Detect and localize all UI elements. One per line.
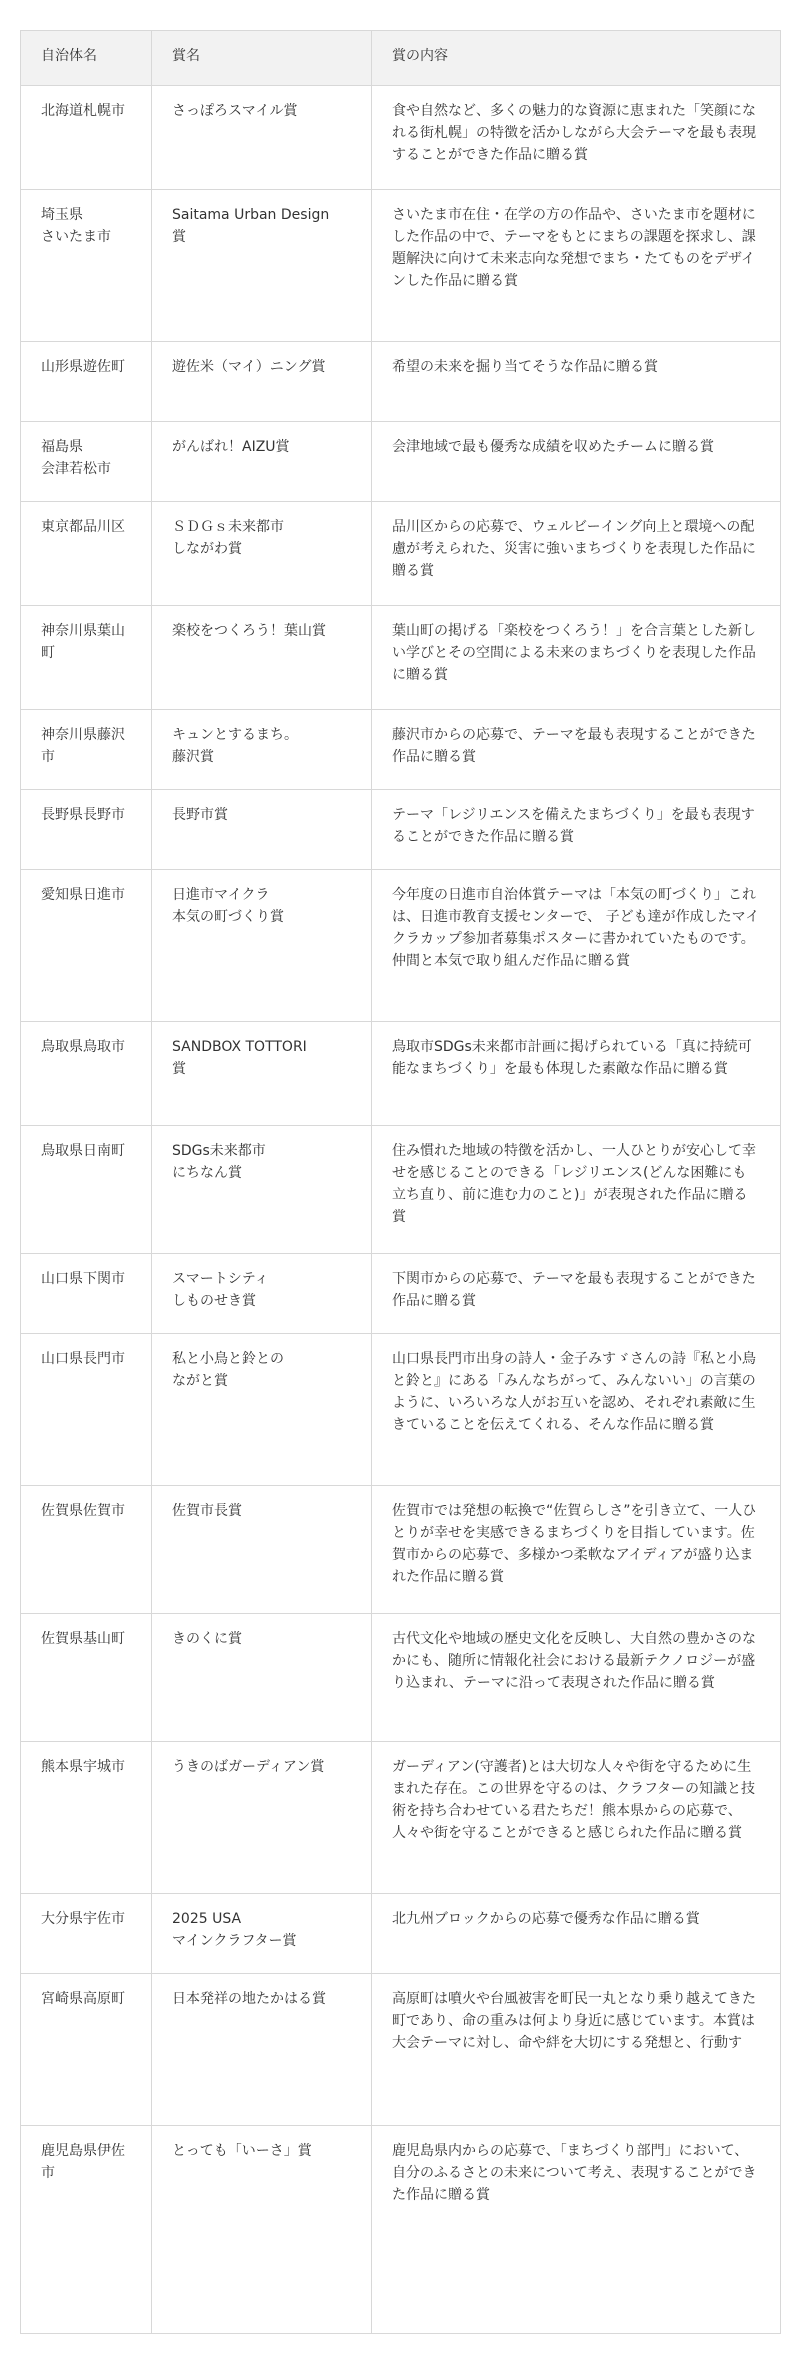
table-row <box>21 1334 781 1486</box>
award-name-cell: 楽校をつくろう！葉山賞 <box>152 606 372 710</box>
table-row <box>21 190 781 342</box>
award-content-cell: 下関市からの応募で、テーマを最も表現することができた作品に贈る賞 <box>372 1254 781 1334</box>
award-name-cell: キュンとするまち。 藤沢賞 <box>152 710 372 790</box>
table-row <box>21 1486 781 1614</box>
table-body <box>21 86 781 2334</box>
municipality-cell: 福島県 会津若松市 <box>21 422 152 502</box>
awards-table <box>20 30 781 2334</box>
header-row <box>21 31 781 86</box>
table-row <box>21 1126 781 1254</box>
table-row <box>21 1022 781 1126</box>
award-name-cell: 遊佐米（マイ）ニング賞 <box>152 342 372 422</box>
table-row <box>21 790 781 870</box>
municipality-cell: 宮崎県高原町 <box>21 1974 152 2126</box>
award-content-cell: 北九州ブロックからの応募で優秀な作品に贈る賞 <box>372 1894 781 1974</box>
award-content-cell: 今年度の日進市自治体賞テーマは「本気の町づくり」これは、日進市教育支援センターで、 子ども達が作成したマイクラカップ参加者募集ポスターに書かれていたものです。 仲間と本気で取り組んだ作品に贈る賞 <box>372 870 781 1022</box>
municipality-cell: 佐賀県基山町 <box>21 1614 152 1742</box>
table-row <box>21 606 781 710</box>
award-name-cell: とっても「いーさ」賞 <box>152 2126 372 2334</box>
award-name-cell: スマートシティ しものせき賞 <box>152 1254 372 1334</box>
award-content-cell: 佐賀市では発想の転換で“佐賀らしさ”を引き立て、一人ひとりが幸せを実感できるまちづくりを目指しています。佐賀市からの応募で、多様かつ柔軟なアイディアが盛り込まれた作品に贈る賞 <box>372 1486 781 1614</box>
award-content-cell: 鹿児島県内からの応募で、「まちづくり部門」において、自分のふるさとの未来について考え、表現することができた作品に贈る賞 <box>372 2126 781 2334</box>
award-content-cell: 品川区からの応募で、ウェルビーイング向上と環境への配慮が考えられた、災害に強いまちづくりを表現した作品に贈る賞 <box>372 502 781 606</box>
municipality-cell: 愛知県日進市 <box>21 870 152 1022</box>
municipality-cell: 熊本県宇城市 <box>21 1742 152 1894</box>
award-name-cell: SDGs未来都市 にちなん賞 <box>152 1126 372 1254</box>
municipality-cell: 鳥取県日南町 <box>21 1126 152 1254</box>
award-content-cell: 希望の未来を掘り当てそうな作品に贈る賞 <box>372 342 781 422</box>
municipality-cell: 埼玉県 さいたま市 <box>21 190 152 342</box>
table-row <box>21 1974 781 2126</box>
award-content-cell: さいたま市在住・在学の方の作品や、さいたま市を題材にした作品の中で、テーマをもとにまちの課題を探求し、課題解決に向けて未来志向な発想でまち・たてものをデザインした作品に贈る賞 <box>372 190 781 342</box>
award-name-cell: 長野市賞 <box>152 790 372 870</box>
award-name-cell: SANDBOX TOTTORI 賞 <box>152 1022 372 1126</box>
header-award-name: 賞名 <box>152 31 372 86</box>
municipality-cell: 神奈川県葉山町 <box>21 606 152 710</box>
award-name-cell: 日本発祥の地たかはる賞 <box>152 1974 372 2126</box>
award-name-cell: 日進市マイクラ 本気の町づくり賞 <box>152 870 372 1022</box>
award-content-cell: 山口県長門市出身の詩人・金子みすゞさんの詩『私と小鳥と鈴と』にある「みんなちがって、みんないい」の言葉のように、いろいろな人がお互いを認め、それぞれ素敵に生きていることを伝えてくれる、そんな作品に贈る賞 <box>372 1334 781 1486</box>
table-row <box>21 86 781 190</box>
award-content-cell: 葉山町の掲げる「楽校をつくろう！」を合言葉とした新しい学びとその空間による未来のまちづくりを表現した作品に贈る賞 <box>372 606 781 710</box>
award-name-cell: 佐賀市長賞 <box>152 1486 372 1614</box>
award-content-cell: ガーディアン(守護者)とは大切な人々や街を守るために生まれた存在。この世界を守るのは、クラフターの知識と技術を持ち合わせている君たちだ！熊本県からの応募で、人々や街を守ることができると感じられた作品に贈る賞 <box>372 1742 781 1894</box>
municipality-cell: 山口県下関市 <box>21 1254 152 1334</box>
award-content-cell: 高原町は噴火や台風被害を町民一丸となり乗り越えてきた町であり、命の重みは何より身近に感じています。本賞は大会テーマに対し、命や絆を大切にする発想と、行動す <box>372 1974 781 2126</box>
award-content-cell: 藤沢市からの応募で、テーマを最も表現することができた作品に贈る賞 <box>372 710 781 790</box>
table-row <box>21 422 781 502</box>
award-name-cell: きのくに賞 <box>152 1614 372 1742</box>
municipality-cell: 神奈川県藤沢市 <box>21 710 152 790</box>
award-name-cell: Saitama Urban Design 賞 <box>152 190 372 342</box>
municipality-cell: 東京都品川区 <box>21 502 152 606</box>
award-name-cell: がんばれ！AIZU賞 <box>152 422 372 502</box>
table-header <box>21 31 781 86</box>
municipality-cell: 鳥取県鳥取市 <box>21 1022 152 1126</box>
award-content-cell: 会津地域で最も優秀な成績を収めたチームに贈る賞 <box>372 422 781 502</box>
municipality-cell: 長野県長野市 <box>21 790 152 870</box>
award-name-cell: さっぽろスマイル賞 <box>152 86 372 190</box>
award-content-cell: 住み慣れた地域の特徴を活かし、一人ひとりが安心して幸せを感じることのできる「レジリエンス(どんな困難にも立ち直り、前に進む力のこと)」が表現された作品に贈る賞 <box>372 1126 781 1254</box>
municipality-cell: 佐賀県佐賀市 <box>21 1486 152 1614</box>
award-content-cell: 食や自然など、多くの魅力的な資源に恵まれた「笑顔になれる街札幌」の特徴を活かしながら大会テーマを最も表現することができた作品に贈る賞 <box>372 86 781 190</box>
table-row <box>21 1614 781 1742</box>
award-name-cell: ＳＤＧｓ未来都市 しながわ賞 <box>152 502 372 606</box>
table-row <box>21 502 781 606</box>
table-row <box>21 342 781 422</box>
table-row <box>21 1742 781 1894</box>
municipality-cell: 山口県長門市 <box>21 1334 152 1486</box>
table-row <box>21 2126 781 2334</box>
award-content-cell: 鳥取市SDGs未来都市計画に掲げられている「真に持続可能なまちづくり」を最も体現した素敵な作品に贈る賞 <box>372 1022 781 1126</box>
header-award-content: 賞の内容 <box>372 31 781 86</box>
table-row <box>21 870 781 1022</box>
table-row <box>21 710 781 790</box>
municipality-cell: 山形県遊佐町 <box>21 342 152 422</box>
award-name-cell: うきのばガーディアン賞 <box>152 1742 372 1894</box>
header-municipality: 自治体名 <box>21 31 152 86</box>
table-row <box>21 1894 781 1974</box>
award-content-cell: 古代文化や地域の歴史文化を反映し、大自然の豊かさのなかにも、随所に情報化社会における最新テクノロジーが盛り込まれ、テーマに沿って表現された作品に贈る賞 <box>372 1614 781 1742</box>
award-content-cell: テーマ「レジリエンスを備えたまちづくり」を最も表現することができた作品に贈る賞 <box>372 790 781 870</box>
municipality-cell: 鹿児島県伊佐市 <box>21 2126 152 2334</box>
award-name-cell: 私と小鳥と鈴との ながと賞 <box>152 1334 372 1486</box>
award-name-cell: 2025 USA マインクラフター賞 <box>152 1894 372 1974</box>
municipality-cell: 北海道札幌市 <box>21 86 152 190</box>
table-row <box>21 1254 781 1334</box>
municipality-cell: 大分県宇佐市 <box>21 1894 152 1974</box>
